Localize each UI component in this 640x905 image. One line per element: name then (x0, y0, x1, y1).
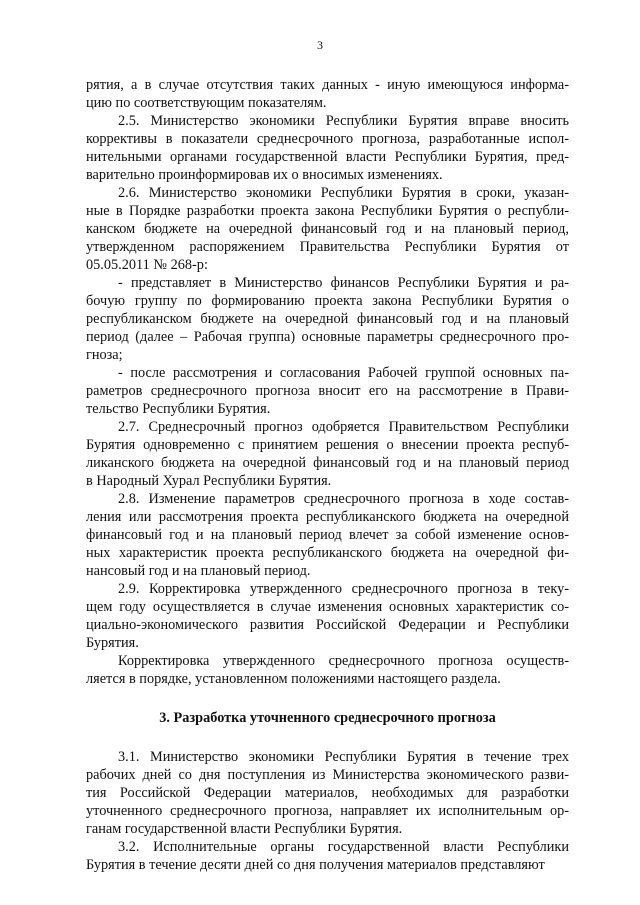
text-line: коррективы в показатели среднесрочного прогноза, разработанные испол- (86, 131, 569, 147)
text-line: ганам государственной власти Республики Бурятия. (86, 821, 403, 837)
section-heading: 3. Разработка уточненного среднесрочного прогноза (159, 710, 496, 726)
section-2-paragraphs (86, 76, 569, 688)
paragraph-p-2-9 (86, 580, 569, 652)
text-line: финансовый год и на плановый период влечет за собой изменение основ- (86, 527, 569, 543)
text-line: утвержденном распоряжением Правительства Республики Бурятия от (86, 239, 569, 255)
text-line: 3.1. Министерство экономики Республики Бурятия в течение трех (118, 749, 569, 765)
paragraph-p-cont (86, 76, 569, 112)
text-line: тельство Республики Бурятия. (86, 401, 271, 417)
paragraph-p-2-7 (86, 418, 569, 490)
text-line: Бурятия в течение десяти дней со дня получения материалов представляют (86, 857, 545, 873)
text-line: канском бюджете на очередной финансовый год и на плановый период, (86, 221, 569, 237)
text-line: - после рассмотрения и согласования Рабочей группой основных па- (118, 365, 569, 381)
paragraph-p-2-8 (86, 490, 569, 580)
text-line: ликанского бюджета на очередной финансовый год и на плановый период (86, 455, 569, 471)
text-line: 3.2. Исполнительные органы государственной власти Республики (118, 839, 569, 855)
paragraph-p-3-1 (86, 748, 569, 838)
document-body (86, 76, 569, 874)
text-line: период (далее – Рабочая группа) основные параметры среднесрочного про- (86, 329, 569, 345)
paragraph-p-2-5 (86, 112, 569, 184)
paragraph-p-2-6 (86, 184, 569, 274)
text-line: ляется в порядке, установленном положениями настоящего раздела. (86, 671, 501, 687)
text-line: тия Российской Федерации материалов, необходимых для разработки (86, 785, 569, 801)
text-line: рабочих дней со дня поступления из Министерства экономического разви- (86, 767, 569, 783)
text-line: 2.8. Изменение параметров среднесрочного прогноза в ходе состав- (118, 491, 569, 507)
text-line: гноза; (86, 347, 123, 363)
page-number: 3 (317, 38, 323, 52)
text-line: щем году осуществляется в случае изменения основных характеристик со- (86, 599, 569, 615)
text-line: цию по соответствующим показателям. (86, 95, 327, 111)
text-line: республиканском бюджете на очередной финансовый год и на плановый (86, 311, 569, 327)
text-line: 2.7. Среднесрочный прогноз одобряется Правительством Республики (118, 419, 569, 435)
text-line: рятия, а в случае отсутствия таких данных - иную имеющуюся информа- (86, 77, 569, 93)
text-line: циально-экономического развития Российской Федерации и Республики (86, 617, 569, 633)
text-line: 2.9. Корректировка утвержденного среднесрочного прогноза в теку- (118, 581, 569, 597)
text-line: варительно проинформировав их о вносимых изменениях. (86, 167, 443, 183)
section-3-paragraphs (86, 748, 569, 874)
text-line: ных характеристик проекта республиканского бюджета на очередной фи- (86, 545, 569, 561)
text-line: уточненного среднесрочного прогноза, направляет их исполнительным ор- (86, 803, 569, 819)
text-line: - представляет в Министерство финансов Республики Бурятия и ра- (118, 275, 569, 291)
text-line: ные в Порядке разработки проекта закона Республики Бурятия о республи- (86, 203, 569, 219)
text-line: в Народный Хурал Республики Бурятия. (86, 473, 332, 489)
paragraph-p-3-2 (86, 838, 569, 874)
text-line: Бурятия. (86, 635, 139, 651)
text-line: нансовый год и на плановый период. (86, 563, 311, 579)
text-line: Бурятия одновременно с принятием решения о внесении проекта респуб- (86, 437, 569, 453)
text-line: Корректировка утвержденного среднесрочного прогноза осуществ- (118, 653, 569, 669)
text-line: нительными органами государственной власти Республики Бурятия, пред- (86, 149, 569, 165)
text-line: бочую группу по формированию проекта закона Республики Бурятия о (86, 293, 569, 309)
paragraph-p-2-9-b (86, 652, 569, 688)
text-line: 05.05.2011 № 268-р: (86, 257, 208, 273)
text-line: раметров среднесрочного прогноза вносит его на рассмотрение в Прави- (86, 383, 569, 399)
text-line: ления или рассмотрения проекта республиканского бюджета на очередной (86, 509, 569, 525)
paragraph-p-2-6-b (86, 364, 569, 418)
text-line: 2.6. Министерство экономики Республики Бурятия в сроки, указан- (118, 185, 569, 201)
paragraph-p-2-6-a (86, 274, 569, 364)
text-line: 2.5. Министерство экономики Республики Бурятия вправе вносить (118, 113, 569, 129)
